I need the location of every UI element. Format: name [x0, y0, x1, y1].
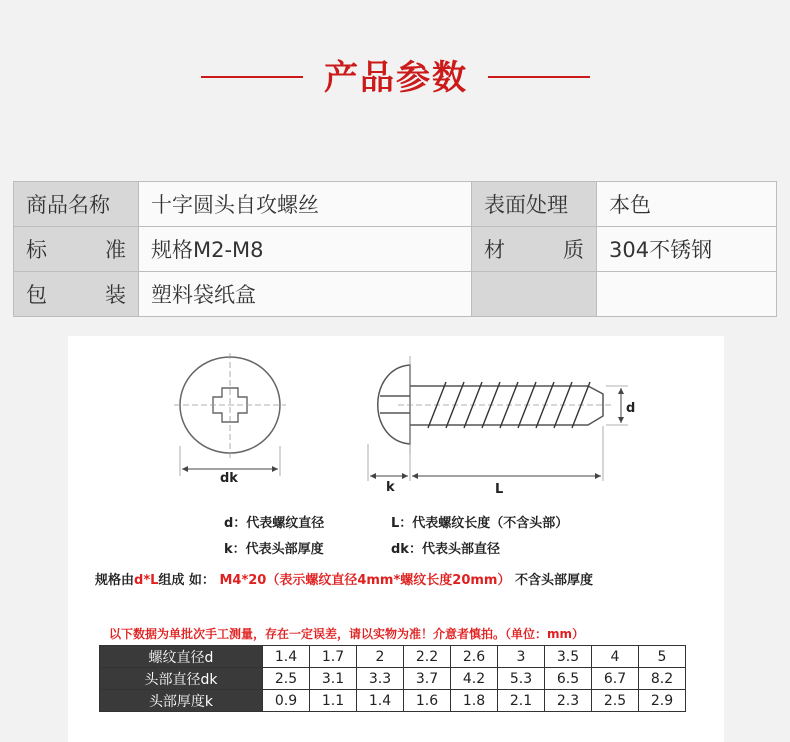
formula-suffix: 不含头部厚度 [515, 573, 594, 588]
spec-value [597, 272, 777, 317]
table-cell: 3.1 [310, 668, 357, 690]
table-cell: 1.8 [451, 690, 498, 712]
table-row [100, 646, 686, 668]
spec-table [13, 181, 777, 317]
spec-label [14, 272, 139, 317]
measurement-note: 以下数据为单批次手工测量，存在一定误差，请以实物为准！介意者慎拍。（单位：mm） [109, 627, 585, 641]
spec-value: 十字圆头自攻螺丝 [139, 182, 472, 227]
spec-label: 商品名称 [14, 182, 139, 227]
spec-row [14, 272, 777, 317]
table-cell: 2 [357, 646, 404, 668]
table-cell: 0.9 [263, 690, 310, 712]
dim-label-L: L [495, 482, 504, 497]
table-cell: 1.4 [263, 646, 310, 668]
formula-prefix: 规格由 [95, 573, 135, 588]
spec-value: 塑料袋纸盒 [139, 272, 472, 317]
table-row [100, 668, 686, 690]
table-cell: 2.3 [545, 690, 592, 712]
spec-label [472, 227, 597, 272]
table-cell: 1.7 [310, 646, 357, 668]
table-cell: 2.2 [404, 646, 451, 668]
table-cell: 4 [592, 646, 639, 668]
dim-label-k: k [386, 480, 395, 495]
row-header: 头部厚度k [100, 690, 263, 712]
table-cell: 6.5 [545, 668, 592, 690]
dimension-table [99, 645, 686, 712]
table-cell: 5.3 [498, 668, 545, 690]
spec-value: 规格M2-M8 [139, 227, 472, 272]
spec-label-char: 装 [105, 283, 126, 307]
table-cell: 1.4 [357, 690, 404, 712]
table-cell: 4.2 [451, 668, 498, 690]
screw-head-top-view [174, 353, 286, 476]
table-cell: 1.6 [404, 690, 451, 712]
page-title: 产品参数 [324, 58, 468, 98]
table-cell: 2.1 [498, 690, 545, 712]
spec-value: 304不锈钢 [597, 227, 777, 272]
screw-drawing [68, 336, 724, 501]
spec-label: 表面处理 [472, 182, 597, 227]
table-cell: 3.7 [404, 668, 451, 690]
dim-label-d: d [626, 401, 636, 416]
dim-label-dk: dk [220, 471, 238, 486]
spec-label-char: 标 [26, 238, 47, 262]
table-cell: 3.5 [545, 646, 592, 668]
legend-dk: dk：代表头部直径 [391, 542, 500, 557]
spec-row [14, 182, 777, 227]
spec-label-char: 材 [484, 238, 505, 262]
table-cell: 5 [639, 646, 686, 668]
legend-L: L：代表螺纹长度（不含头部） [391, 516, 569, 531]
diagram-panel [68, 336, 724, 742]
table-cell: 8.2 [639, 668, 686, 690]
spec-label [472, 272, 597, 317]
spec-formula [95, 569, 593, 588]
legend-k: k：代表头部厚度 [224, 542, 324, 557]
screw-side-view [368, 356, 628, 481]
row-header: 螺纹直径d [100, 646, 263, 668]
table-cell: 2.9 [639, 690, 686, 712]
spec-label-char: 包 [26, 283, 47, 307]
title-left-rule [201, 76, 303, 78]
spec-label-char: 质 [563, 238, 584, 262]
spec-row [14, 227, 777, 272]
formula-middle: 组成 如： [158, 573, 215, 588]
table-cell: 2.5 [592, 690, 639, 712]
table-cell: 2.5 [263, 668, 310, 690]
table-cell: 1.1 [310, 690, 357, 712]
table-cell: 2.6 [451, 646, 498, 668]
spec-value: 本色 [597, 182, 777, 227]
formula-example: M4*20（表示螺纹直径4mm*螺纹长度20mm） [219, 573, 511, 588]
row-header: 头部直径dk [100, 668, 263, 690]
table-cell: 6.7 [592, 668, 639, 690]
legend-d: d：代表螺纹直径 [224, 516, 325, 531]
table-cell: 3.3 [357, 668, 404, 690]
table-cell: 3 [498, 646, 545, 668]
spec-label-char: 准 [105, 238, 126, 262]
title-right-rule [488, 76, 590, 78]
formula-dl: d*L [134, 573, 159, 588]
spec-label [14, 227, 139, 272]
table-row [100, 690, 686, 712]
section-header [0, 55, 790, 101]
